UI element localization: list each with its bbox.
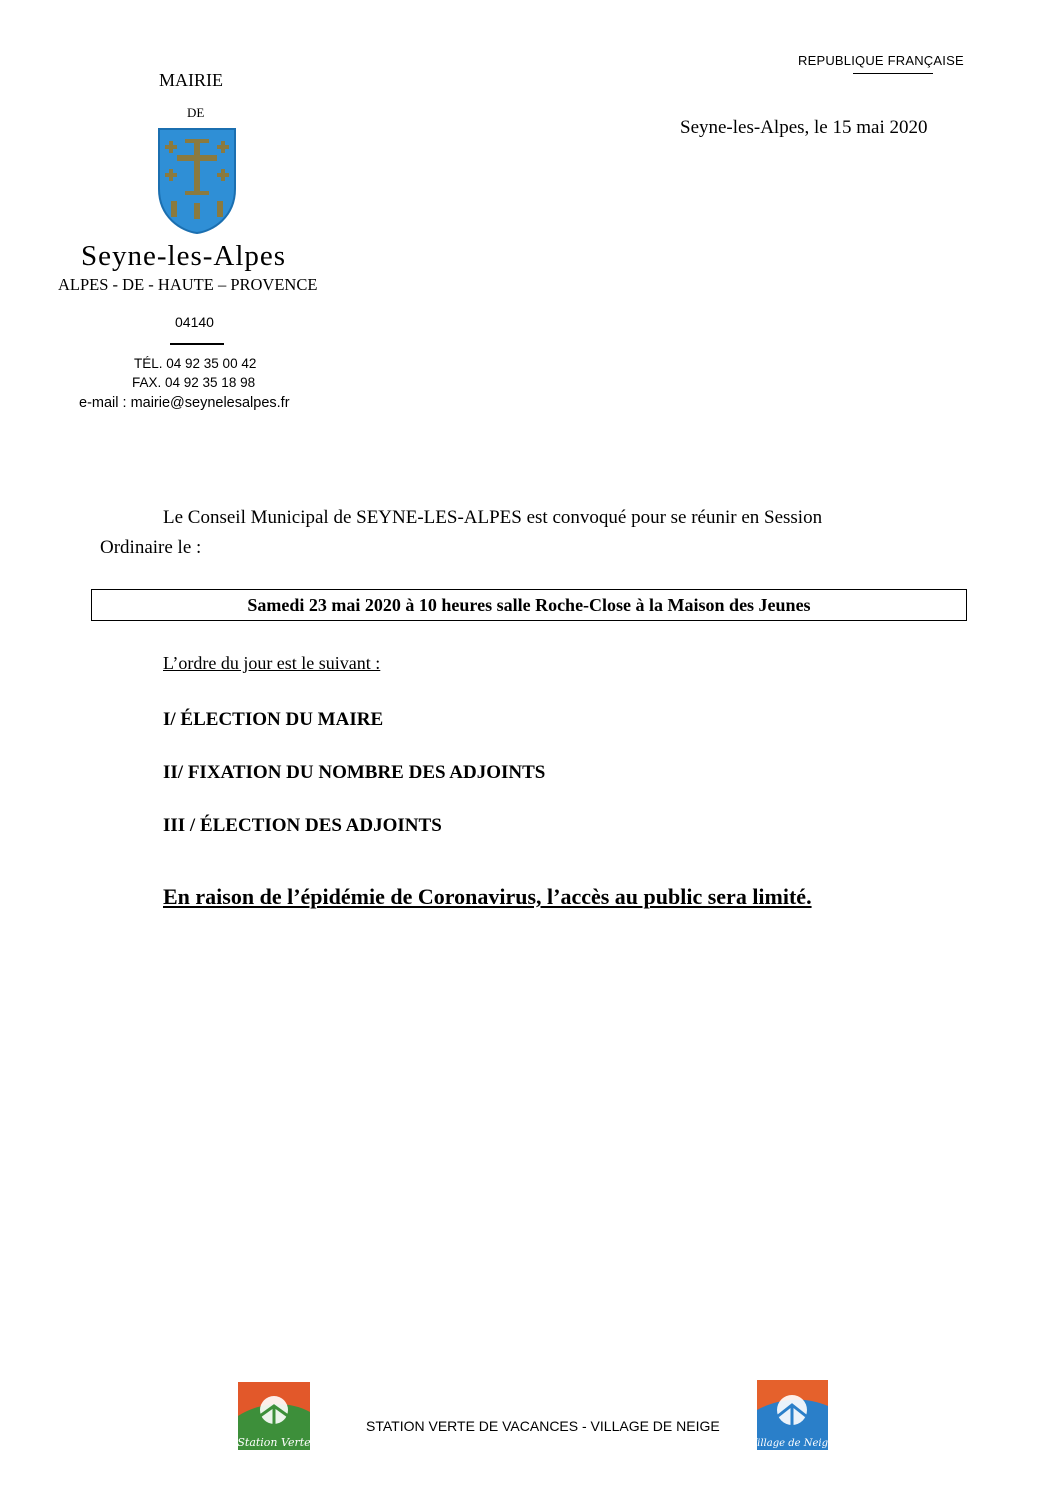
commune-name: Seyne-les-Alpes [81,240,287,272]
footer-text: STATION VERTE DE VACANCES - VILLAGE DE NEIGE [366,1418,720,1434]
station-verte-caption: Station Verte [237,1436,311,1449]
mairie-label: MAIRIE [159,70,223,90]
station-verte-logo-icon [238,1382,310,1450]
fax-label: FAX. 04 92 35 18 98 [132,375,256,390]
coat-of-arms-icon [155,125,239,235]
village-de-neige-caption: Village de Neige [750,1438,834,1449]
intro-line-2: Ordinaire le : [100,537,202,558]
date-line: Seyne-les-Alpes, le 15 mai 2020 [680,117,928,138]
de-label: DE [187,105,205,120]
agenda-item: III / ÉLECTION DES ADJOINTS [163,815,442,836]
covid-notice: En raison de l’épidémie de Coronavirus, l’accès au public sera limité. [163,884,812,909]
republique-label: REPUBLIQUE FRANÇAISE [798,53,964,68]
meeting-box [91,589,967,621]
village-de-neige-logo-icon [750,1380,834,1450]
department-label: ALPES - DE - HAUTE – PROVENCE [58,275,318,294]
republique-underline [853,73,933,74]
agenda-intro: L’ordre du jour est le suivant : [163,653,381,673]
telephone-label: TÉL. 04 92 35 00 42 [134,356,257,371]
intro-line-1: Le Conseil Municipal de SEYNE-LES-ALPES est convoqué pour se réunir en Session [163,507,823,528]
postcode-divider [170,343,224,345]
email-label: e-mail : mairie@seynelesalpes.fr [79,395,290,411]
agenda-item: II/ FIXATION DU NOMBRE DES ADJOINTS [163,762,546,783]
agenda-item: I/ ÉLECTION DU MAIRE [163,709,384,730]
postcode-label: 04140 [175,314,214,330]
meeting-details: Samedi 23 mai 2020 à 10 heures salle Roche-Close à la Maison des Jeunes [247,594,811,615]
